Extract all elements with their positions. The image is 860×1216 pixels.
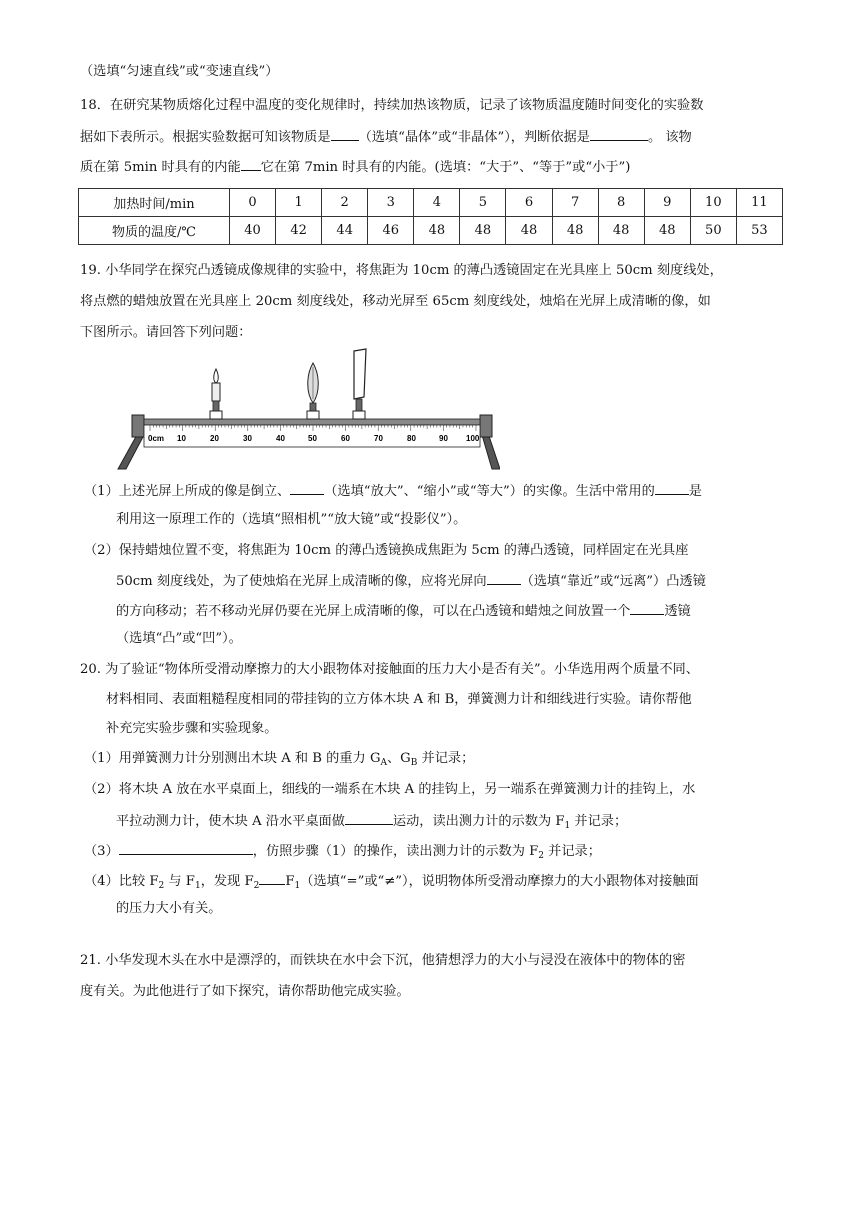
q19-line1: 19. 小华同学在探究凸透镜成像规律的实验中，将焦距为 10cm 的薄凸透镜固定在光具座上 50cm 刻度线处，: [80, 263, 723, 278]
table-row: [79, 189, 783, 217]
q18-line3: 质在第 5min 时具有的内能 它在第 7min 时具有的内能。(选填：“大于”、“等于”或“小于”): [80, 156, 630, 178]
table-cell: 40: [230, 217, 276, 245]
q18-line2: 据如下表所示。根据实验数据可知该物质是 （选填“晶体”或“非晶体”），判断依据是 。 该物: [80, 126, 692, 148]
q20-line3: 补充完实验步骤和实验现象。: [106, 721, 278, 736]
q19-part2-line1: （2）保持蜡烛位置不变，将焦距为 10cm 的薄凸透镜换成焦距为 5cm 的薄凸透镜，同样固定在光具座: [84, 543, 689, 558]
table-cell: 3: [368, 189, 414, 217]
q20-line2: 材料相同、表面粗糙程度相同的带挂钩的立方体木块 A 和 B，弹簧测力计和细线进行实验。请你帮他: [106, 692, 692, 707]
table-cell: 7: [552, 189, 598, 217]
scale-label: 100: [466, 434, 480, 443]
q20-step2-line1: （2）将木块 A 放在水平桌面上，细线的一端系在木块 A 的挂钩上，另一端系在弹簧测力计的挂钩上，水: [84, 782, 696, 797]
table-cell: 9: [644, 189, 690, 217]
q19-part2-line2: 50cm 刻度线处，为了使烛焰在光屏上成清晰的像，应将光屏向 （选填“靠近”或“远离”）凸透镜: [116, 570, 706, 592]
candle: [210, 369, 222, 419]
blank[interactable]: [345, 810, 393, 825]
q20-step4-line1: （4）比较 $F_2$ 与 $F_1$，发现 $F_2$ $F_1$（选填“=”或“≠”），说明物体所受滑动摩擦力的大小跟物体对接触面: [84, 870, 699, 896]
blank[interactable]: [331, 126, 359, 141]
table-row: [79, 217, 783, 245]
table-cell: 46: [368, 217, 414, 245]
q20-step1: （1）用弹簧测力计分别测出木块 A 和 B 的重力 $G_A$、$G_B$ 并记录；: [84, 751, 475, 768]
left-leg: [118, 433, 144, 469]
q19-part2-line3: 的方向移动；若不移动光屏仍要在光屏上成清晰的像，可以在凸透镜和蜡烛之间放置一个 透镜: [116, 600, 691, 622]
table-cell: 0: [230, 189, 276, 217]
scale-label: 10: [177, 434, 186, 443]
light-screen: [353, 349, 366, 419]
blank[interactable]: [119, 840, 253, 855]
blank[interactable]: [487, 570, 521, 585]
blank[interactable]: [241, 156, 261, 171]
scale-label: 0cm: [148, 434, 165, 443]
table-header: 加热时间/min: [79, 189, 230, 217]
table-cell: 6: [506, 189, 552, 217]
data-table: [78, 188, 783, 245]
table-cell: 44: [322, 217, 368, 245]
table-header: 物质的温度/℃: [79, 217, 230, 245]
table-cell: 4: [414, 189, 460, 217]
q21-line1: 21. 小华发现木头在水中是漂浮的，而铁块在水中会下沉，他猜想浮力的大小与浸没在液体中的物体的密: [80, 953, 686, 968]
blank[interactable]: [655, 480, 689, 495]
blank[interactable]: [630, 600, 664, 615]
q20-step2-line2: 平拉动测力计，使木块 A 沿水平桌面做 运动，读出测力计的示数为 $F_1$ 并记录；: [116, 810, 627, 836]
table-cell: 42: [276, 217, 322, 245]
q20-step4-line2: 的压力大小有关。: [116, 901, 222, 916]
table-cell: 2: [322, 189, 368, 217]
q19-part2-line4: （选填“凸”或“凹”）。: [116, 631, 242, 646]
q20-line1: 20. 为了验证“物体所受滑动摩擦力的大小跟物体对接触面的压力大小是否有关”。小华选用两个质量不同、: [80, 662, 699, 677]
table-cell: 50: [690, 217, 736, 245]
q17-tail: （选填“匀速直线”或“变速直线”）: [80, 64, 279, 79]
table-cell: 48: [598, 217, 644, 245]
q19-line2: 将点燃的蜡烛放置在光具座上 20cm 刻度线处，移动光屏至 65cm 刻度线处，烛焰在光屏上成清晰的像，如: [80, 294, 711, 309]
table-cell: 5: [460, 189, 506, 217]
scale-label: 90: [439, 434, 448, 443]
scale-label: 40: [276, 434, 285, 443]
scale-label: 70: [374, 434, 383, 443]
scale-label: 30: [243, 434, 252, 443]
optical-bench-figure: [110, 345, 500, 475]
table-cell: 53: [736, 217, 782, 245]
q21-line2: 度有关。为此他进行了如下探究，请你帮助他完成实验。: [80, 984, 410, 999]
table-cell: 48: [506, 217, 552, 245]
table-cell: 48: [552, 217, 598, 245]
table-cell: 10: [690, 189, 736, 217]
scale-label: 60: [341, 434, 350, 443]
q18-line1: 18．在研究某物质熔化过程中温度的变化规律时，持续加热该物质，记录了该物质温度随时间变化的实验数: [80, 98, 704, 113]
table-cell: 8: [598, 189, 644, 217]
table-cell: 1: [276, 189, 322, 217]
right-end-post: [480, 415, 492, 437]
table-cell: 48: [644, 217, 690, 245]
left-end-post: [132, 415, 144, 437]
q19-part1-line1: （1）上述光屏上所成的像是倒立、 （选填“放大”、“缩小”或“等大”）的实像。生活中常用的 是: [84, 480, 702, 502]
convex-lens: [307, 363, 319, 419]
table-cell: 11: [736, 189, 782, 217]
q19-part1-line2: 利用这一原理工作的（选填“照相机”“放大镜”或“投影仪”）。: [116, 512, 467, 527]
blank[interactable]: [590, 126, 648, 141]
scale-label: 50: [308, 434, 317, 443]
q19-line3: 下图所示。请回答下列问题：: [80, 325, 252, 340]
bench-rail: [144, 419, 480, 425]
blank[interactable]: [290, 480, 324, 495]
blank[interactable]: [259, 870, 285, 885]
scale-label: 20: [210, 434, 219, 443]
q20-step3: （3） ，仿照步骤（1）的操作，读出测力计的示数为 $F_2$ 并记录；: [84, 840, 601, 866]
scale-label: 80: [407, 434, 416, 443]
table-cell: 48: [460, 217, 506, 245]
right-leg: [482, 433, 500, 469]
table-cell: 48: [414, 217, 460, 245]
